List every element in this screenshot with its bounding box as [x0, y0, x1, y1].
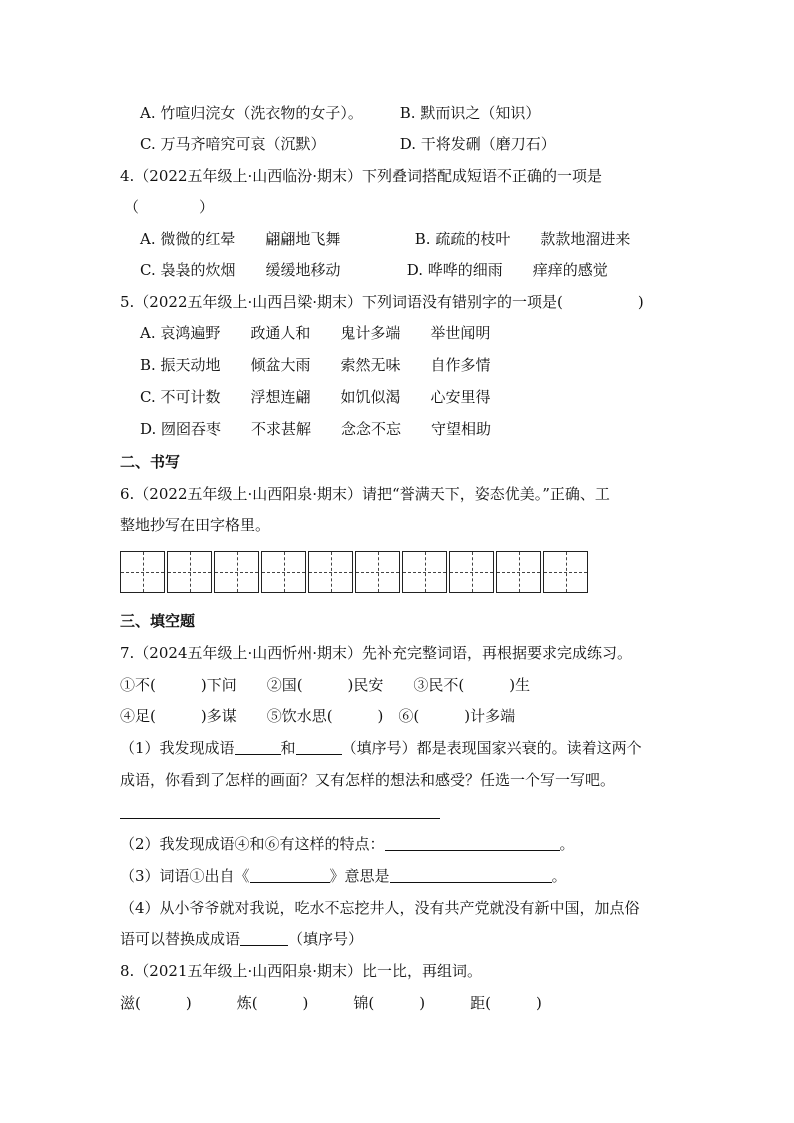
q7-sub3-text-a: （3）词语①出自《: [120, 867, 250, 885]
q7-sub3-blank1[interactable]: [250, 866, 330, 883]
q7-sub2: [120, 834, 575, 854]
q7-sub3: [120, 866, 567, 886]
q7-sub1-text-c: （填序号）都是表现国家兴衰的。读着这两个: [341, 739, 642, 757]
q7-sub4-line2: [120, 929, 363, 949]
tianzige-cell[interactable]: [449, 551, 494, 593]
tianzige-cell[interactable]: [402, 551, 447, 593]
tianzige-grid: [120, 551, 590, 593]
q7-sub2-blank[interactable]: [385, 834, 560, 851]
q7-idioms-row2: ④足( )多谋 ⑤饮水思( ) ⑥( )计多端: [120, 707, 516, 725]
q8-words-row: 滋( ) 炼( ) 锦( ) 距( ): [120, 994, 542, 1012]
q3-option-c: C. 万马齐喑究可哀（沉默）: [140, 135, 326, 153]
q4-option-a: A. 微微的红晕 翩翩地飞舞: [140, 230, 341, 248]
q7-sub3-text-b: 》意思是: [329, 867, 390, 885]
tianzige-cell[interactable]: [496, 551, 541, 593]
q7-sub4-line1: （4）从小爷爷就对我说，吃水不忘挖井人，没有共产党就没有新中国，加点俗: [120, 899, 640, 917]
tianzige-cell[interactable]: [543, 551, 588, 593]
q7-idioms-row1: ①不( )下问 ②国( )民安 ③民不( )生: [120, 676, 531, 694]
q3-option-b: B. 默而识之（知识）: [399, 104, 541, 122]
q7-sub4-text-b: （填序号）: [288, 930, 364, 948]
q7-sub4-blank[interactable]: [240, 929, 288, 946]
q4-stem: 4.（2022五年级上·山西临汾·期末）下列叠词搭配成短语不正确的一项是: [120, 167, 603, 185]
q3-option-d: D. 干将发硎（磨刀石）: [399, 135, 556, 153]
q7-sub1-line1: [120, 738, 642, 758]
q7-sub1-line2: 成语，你看到了怎样的画面？又有怎样的想法和感受？任选一个写一写吧。: [120, 771, 616, 789]
tianzige-cell[interactable]: [355, 551, 400, 593]
tianzige-cell[interactable]: [308, 551, 353, 593]
q4-option-d: D. 哗哗的细雨 痒痒的感觉: [406, 261, 608, 279]
q4-options-row1: [140, 229, 630, 249]
q7-sub2-text: （2）我发现成语④和⑥有这样的特点：: [120, 835, 385, 853]
q4-option-c: C. 袅袅的炊烟 缓缓地移动: [140, 261, 341, 279]
q7-sub3-blank2[interactable]: [390, 866, 552, 883]
q4-answer-paren: （ ）: [124, 198, 215, 216]
q8-stem: 8.（2021五年级上·山西阳泉·期末）比一比，再组词。: [120, 962, 483, 980]
q4-options-row2: [140, 260, 608, 280]
q5-option-d: D. 囫囵吞枣 不求甚解 念念不忘 守望相助: [140, 420, 492, 438]
section-heading-writing: 二、书写: [120, 453, 181, 471]
tianzige-cell[interactable]: [120, 551, 165, 593]
q7-sub2-end: 。: [559, 835, 575, 853]
q7-sub3-end: 。: [551, 867, 567, 885]
q3-options-row2: [140, 134, 556, 154]
q5-option-b: B. 振天动地 倾盆大雨 索然无味 自作多情: [140, 356, 491, 374]
q5-option-a: A. 哀鸿遍野 政通人和 鬼计多端 举世闻明: [140, 324, 491, 342]
q3-options-row1: [140, 103, 540, 123]
q5-option-c: C. 不可计数 浮想连翩 如饥似渴 心安里得: [140, 388, 491, 406]
section-heading-fill-blank: 三、填空题: [120, 612, 196, 630]
q7-sub1-blank1[interactable]: [235, 738, 281, 755]
q6-stem-line2: 整地抄写在田字格里。: [120, 516, 271, 534]
q6-stem-line1: 6.（2022五年级上·山西阳泉·期末）请把“誉满天下，姿态优美。”正确、工: [120, 485, 610, 503]
q7-sub1-blank2[interactable]: [296, 738, 342, 755]
q4-option-b: B. 疏疏的枝叶 款款地溜进来: [414, 230, 631, 248]
q5-stem: 5.（2022五年级上·山西吕梁·期末）下列词语没有错别字的一项是( ): [120, 293, 644, 311]
q7-sub4-text-a: 语可以替换成成语: [120, 930, 241, 948]
tianzige-cell[interactable]: [167, 551, 212, 593]
tianzige-cell[interactable]: [261, 551, 306, 593]
tianzige-cell[interactable]: [214, 551, 259, 593]
q7-stem: 7.（2024五年级上·山西忻州·期末）先补充完整词语，再根据要求完成练习。: [120, 644, 633, 662]
q7-sub1-text-b: 和: [280, 739, 296, 757]
q7-sub1-answer-line[interactable]: [120, 818, 440, 819]
q7-sub1-text-a: （1）我发现成语: [120, 739, 235, 757]
q3-option-a: A. 竹喧归浣女（洗衣物的女子）。: [140, 104, 363, 122]
